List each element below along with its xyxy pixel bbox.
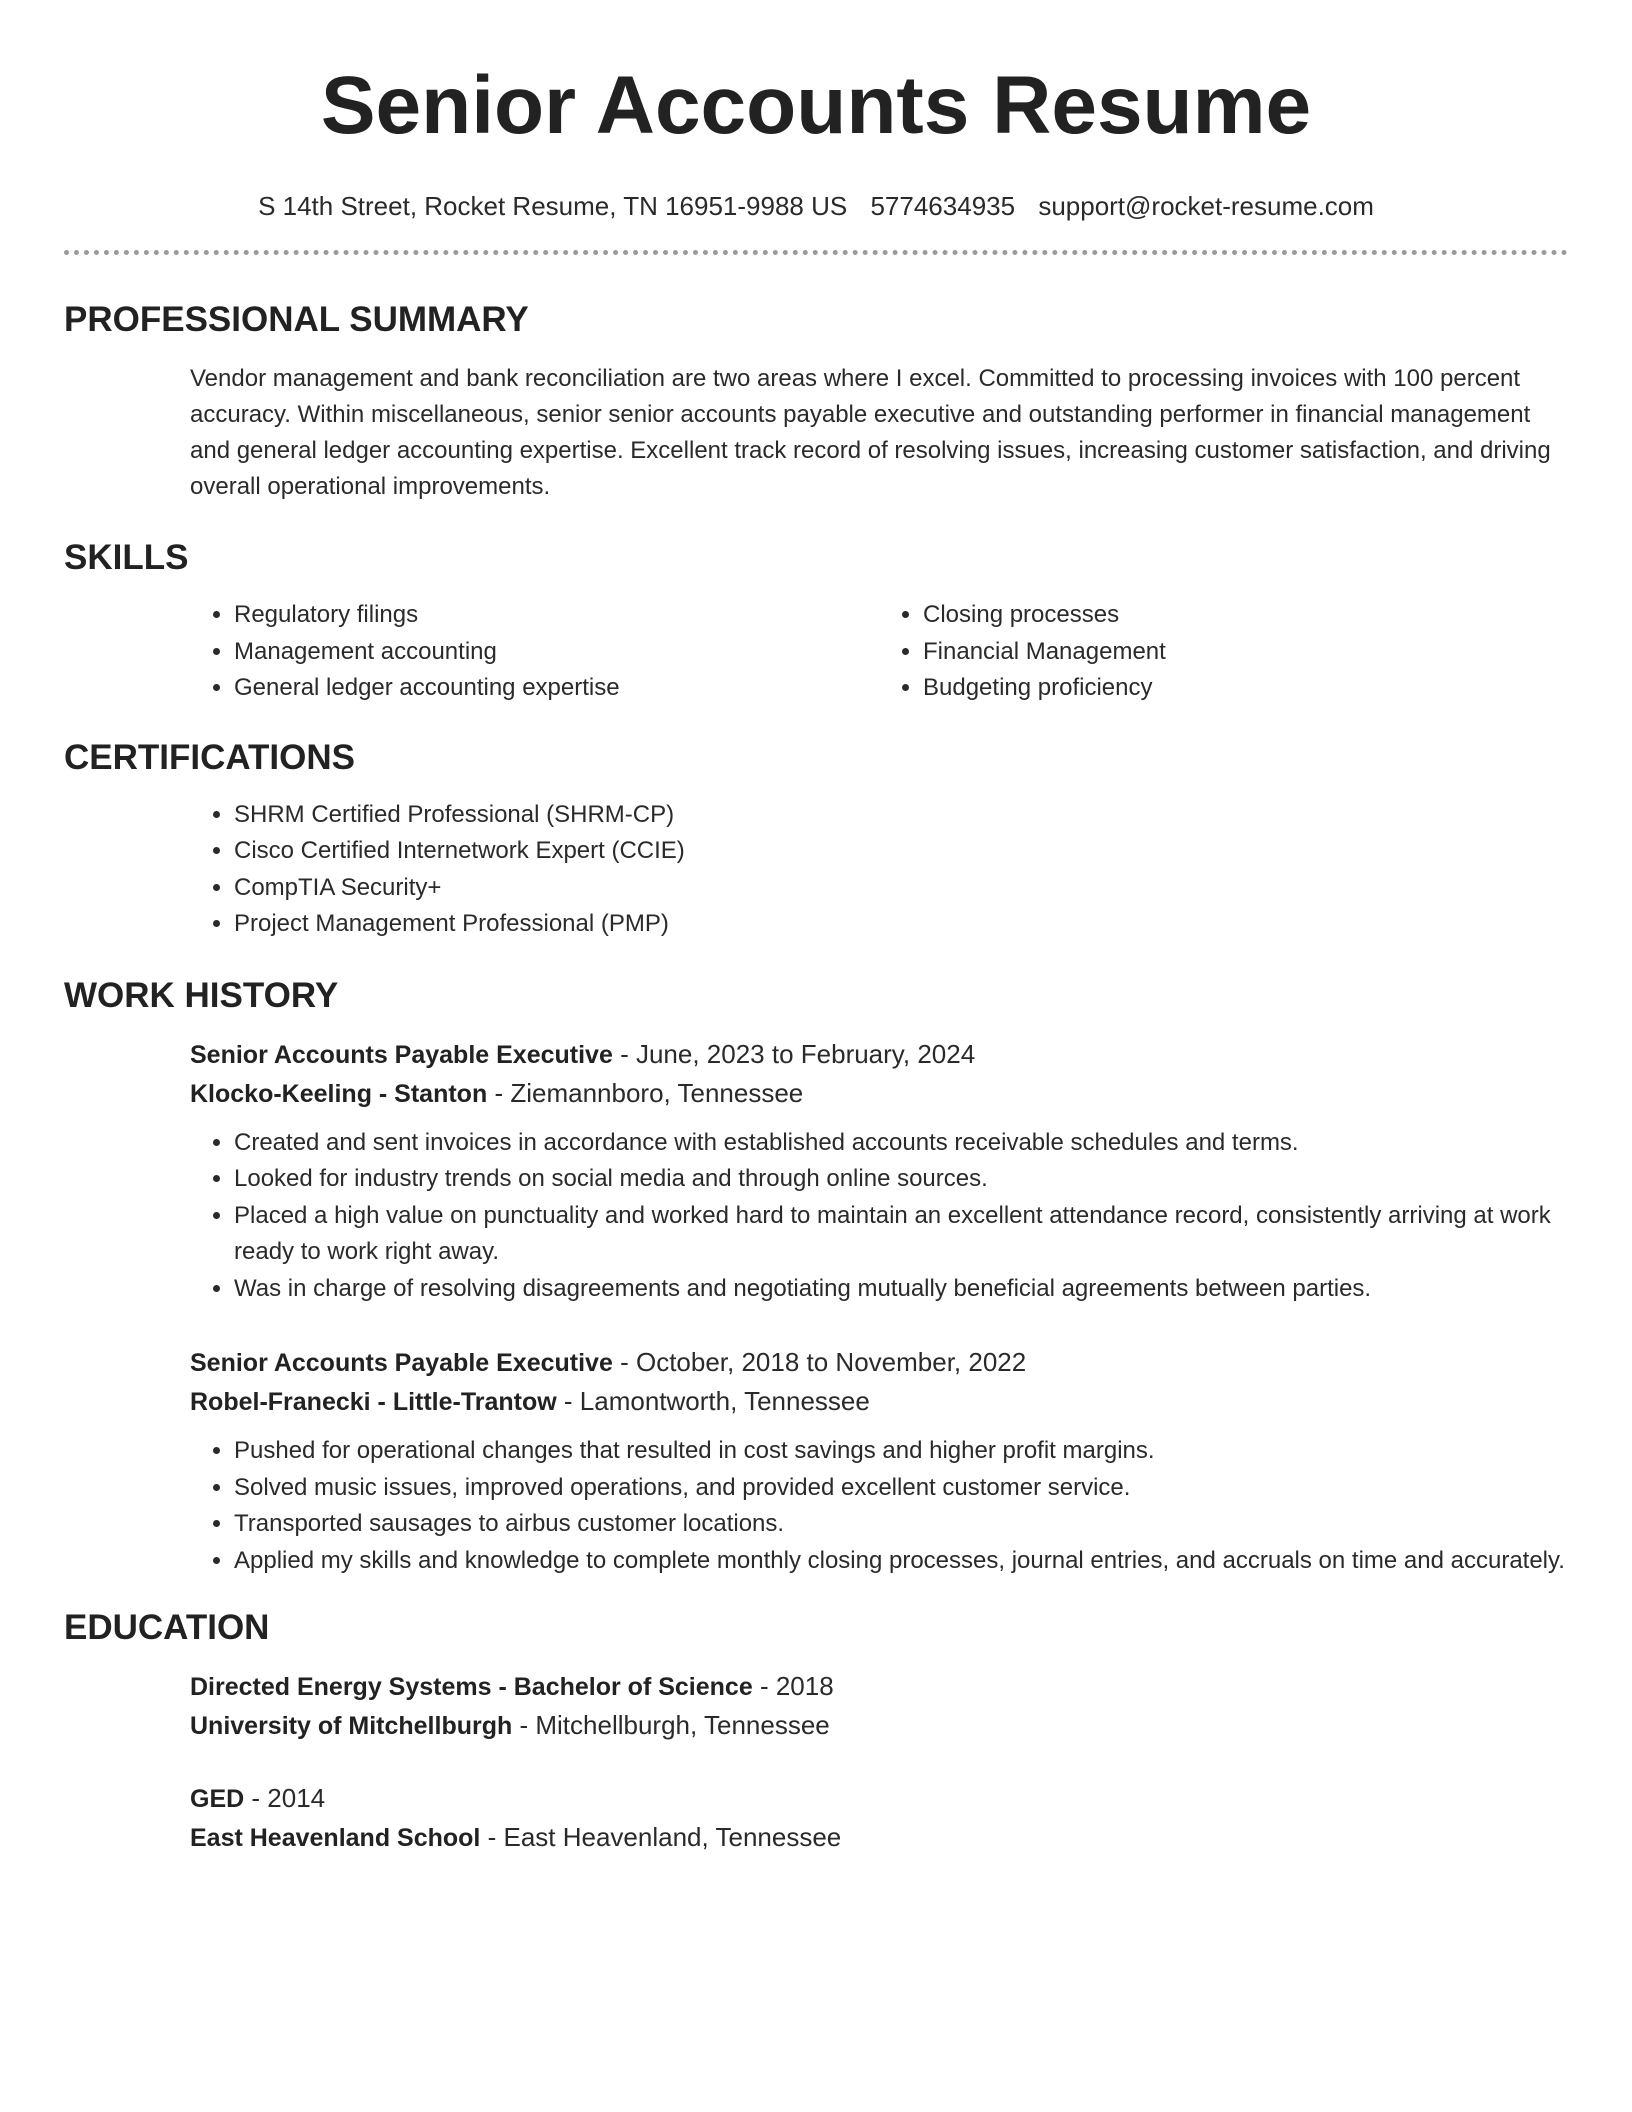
job-role: Senior Accounts Payable Executive	[190, 1040, 613, 1069]
contact-email: support@rocket-resume.com	[1038, 191, 1374, 221]
list-item: • Placed a high value on punctuality and worked hard to maintain an excellent attendance record, consistently arriving at work ready to work right away.	[234, 1198, 1568, 1271]
job-dates: - June, 2023 to February, 2024	[612, 1038, 976, 1069]
education-year: - 2014	[244, 1783, 326, 1813]
list-item: • Regulatory filings	[234, 597, 879, 634]
summary-heading: PROFESSIONAL SUMMARY	[64, 300, 529, 339]
job-role: Senior Accounts Payable Executive	[190, 1349, 613, 1377]
list-item: • Management accounting	[234, 634, 879, 671]
job-dates: - October, 2018 to November, 2022	[612, 1347, 1027, 1377]
contact-phone: 5774634935	[870, 191, 1016, 221]
job-company: Robel-Franecki - Little-Trantow	[190, 1388, 557, 1416]
education-degree: GED	[190, 1785, 245, 1813]
job-company: Klocko-Keeling - Stanton	[190, 1079, 488, 1108]
list-item: • Solved music issues, improved operations, and provided excellent customer service.	[234, 1470, 1568, 1507]
list-item: • Project Management Professional (PMP)	[234, 906, 1568, 943]
work-history-section	[64, 975, 1568, 1580]
contact-line	[64, 190, 1568, 222]
skills-list-left	[190, 597, 879, 707]
list-item: • General ledger accounting expertise	[234, 670, 879, 707]
job-entry	[190, 1343, 1568, 1579]
education-school-line	[190, 1706, 1568, 1745]
list-item: • Financial Management	[923, 634, 1568, 671]
list-item: • SHRM Certified Professional (SHRM-CP)	[234, 797, 1568, 834]
summary-text: Vendor management and bank reconciliation are two areas where I excel. Committed to processing invoices with 100 percent accuracy. Within miscellaneous, senior senior accounts payable executive and outstanding performer in financial management and general ledger accounting expertise. Excellent track record of resolving issues, increasing customer satisfaction, and driving overall operational improvements.	[190, 365, 1551, 500]
education-location: - Mitchellburgh, Tennessee	[512, 1710, 830, 1740]
skills-section	[64, 537, 1568, 707]
job-entry	[190, 1035, 1568, 1308]
job-company-line	[190, 1074, 1568, 1113]
job-title-line	[190, 1035, 1568, 1074]
contact-address: S 14th Street, Rocket Resume, TN 16951-9988 US	[258, 191, 848, 221]
education-degree: Directed Energy Systems - Bachelor of Science	[190, 1673, 753, 1701]
list-item: • Looked for industry trends on social media and through online sources.	[234, 1161, 1568, 1198]
education-year: - 2018	[752, 1671, 834, 1701]
list-item: • Pushed for operational changes that resulted in cost savings and higher profit margins.	[234, 1433, 1568, 1470]
list-item: • Budgeting proficiency	[923, 670, 1568, 707]
education-entry	[190, 1779, 1568, 1857]
job-bullets	[190, 1433, 1568, 1579]
education-degree-line	[190, 1779, 1568, 1818]
list-item: • Was in charge of resolving disagreements and negotiating mutually beneficial agreements between parties.	[234, 1271, 1568, 1308]
list-item: • Created and sent invoices in accordance with established accounts receivable schedules and terms.	[234, 1125, 1568, 1162]
certifications-section	[64, 737, 1568, 943]
page-title: Senior Accounts Resume	[320, 60, 1312, 151]
education-degree-line	[190, 1667, 1568, 1706]
list-item: • Closing processes	[923, 597, 1568, 634]
summary-section	[64, 299, 1568, 505]
list-item: • Cisco Certified Internetwork Expert (CCIE)	[234, 833, 1568, 870]
job-location: - Lamontworth, Tennessee	[556, 1386, 870, 1416]
list-item: • CompTIA Security+	[234, 870, 1568, 907]
education-school-line	[190, 1818, 1568, 1857]
education-heading: EDUCATION	[64, 1608, 270, 1647]
job-bullets	[190, 1125, 1568, 1308]
skills-list-right	[879, 597, 1568, 707]
education-section	[64, 1607, 1568, 1857]
job-company-line	[190, 1382, 1568, 1421]
job-location: - Ziemannboro, Tennessee	[487, 1077, 804, 1108]
certifications-heading: CERTIFICATIONS	[64, 737, 356, 777]
education-entry	[190, 1667, 1568, 1745]
list-item: • Applied my skills and knowledge to complete monthly closing processes, journal entries, and accruals on time and accurately.	[234, 1543, 1568, 1580]
resume-header	[64, 0, 1568, 255]
education-school: East Heavenland School	[190, 1824, 481, 1852]
certifications-list	[190, 797, 1568, 943]
education-school: University of Mitchellburgh	[190, 1712, 513, 1740]
list-item: • Transported sausages to airbus customer locations.	[234, 1506, 1568, 1543]
resume-page	[64, 0, 1568, 1857]
skills-heading: SKILLS	[64, 538, 189, 577]
education-location: - East Heavenland, Tennessee	[480, 1822, 842, 1852]
job-title-line	[190, 1343, 1568, 1382]
header-divider	[64, 250, 1568, 255]
work-history-heading: WORK HISTORY	[64, 975, 339, 1015]
